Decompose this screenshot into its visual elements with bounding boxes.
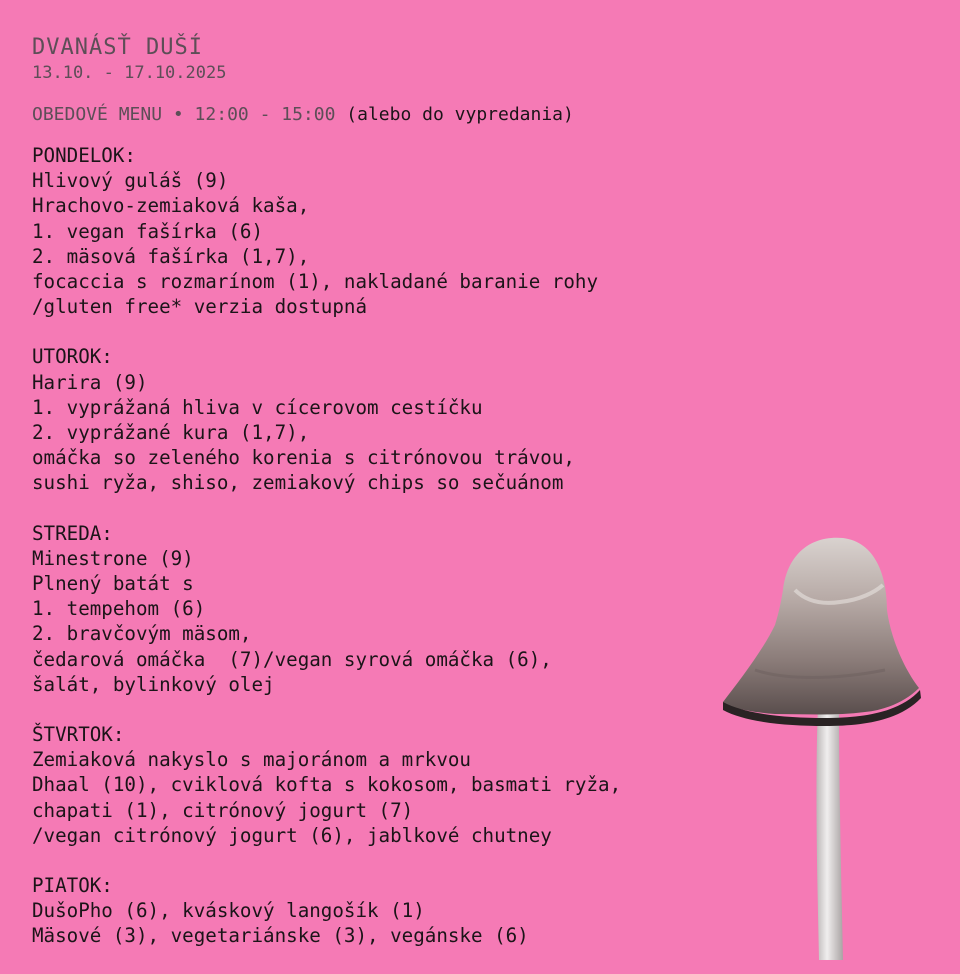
dish-line: sushi ryža, shiso, zemiakový chips so sečuánom (32, 471, 564, 495)
day-name: PIATOK: (32, 874, 113, 898)
dish-line: 1. tempehom (6) (32, 597, 206, 621)
dish-line: šalát, bylinkový olej (32, 672, 275, 696)
dish-line: /gluten free* verzia dostupná (32, 295, 368, 319)
dish-line: /vegan citrónový jogurt (6), jablkové chutney (32, 823, 552, 847)
dish-line: chapati (1), citrónový jogurt (7) (32, 798, 414, 822)
dish-line: Dhaal (10), cviklová kofta s kokosom, basmati ryža, (32, 773, 622, 797)
menu-hours-note: (alebo do vypredania) (346, 104, 574, 125)
day-name: STREDA: (32, 521, 113, 545)
week-dates: 13.10. - 17.10.2025 (32, 63, 227, 83)
restaurant-title: DVANÁSŤ DUŠÍ (32, 35, 203, 60)
menu-hours-label: OBEDOVÉ MENU • 12:00 - 15:00 (32, 104, 336, 125)
dish-line: Minestrone (9) (32, 546, 194, 570)
dish-line: 2. mäsová fašírka (1,7), (32, 244, 310, 268)
dish-line: focaccia s rozmarínom (1), nakladané baranie rohy (32, 270, 599, 294)
dish-line: Mäsové (3), vegetariánske (3), vegánske (6) (32, 924, 529, 948)
day-section (32, 344, 732, 495)
dish-line: čedarová omáčka (7)/vegan syrová omáčka (6), (32, 647, 552, 671)
day-section (32, 873, 732, 949)
day-name: ŠTVRTOK: (32, 723, 125, 747)
header (32, 34, 226, 84)
dish-line: Hlivový guláš (9) (32, 169, 229, 193)
day-name: UTOROK: (32, 345, 113, 369)
daily-menu-list (32, 143, 732, 974)
dish-line: 2. vyprážané kura (1,7), (32, 421, 310, 445)
dish-line: DušoPho (6), kváskový langošík (1) (32, 899, 425, 923)
day-name: PONDELOK: (32, 144, 136, 167)
dish-line: Hrachovo-zemiaková kaša, (32, 194, 310, 218)
day-section (32, 143, 732, 319)
dish-line: 1. vyprážaná hliva v cícerovom cestíčku (32, 395, 483, 419)
dish-line: Zemiaková nakyslo s majoránom a mrkvou (32, 748, 471, 772)
dish-line: 2. bravčovým mäsom, (32, 622, 252, 646)
day-section (32, 722, 732, 848)
menu-hours (32, 103, 574, 127)
dish-line: Plnený batát s (32, 572, 194, 596)
dish-line: omáčka so zeleného korenia s citrónovou trávou, (32, 446, 575, 470)
dish-line: 1. vegan fašírka (6) (32, 219, 264, 243)
dish-line: Harira (9) (32, 370, 148, 394)
day-section (32, 521, 732, 697)
mushroom-icon (715, 530, 935, 960)
